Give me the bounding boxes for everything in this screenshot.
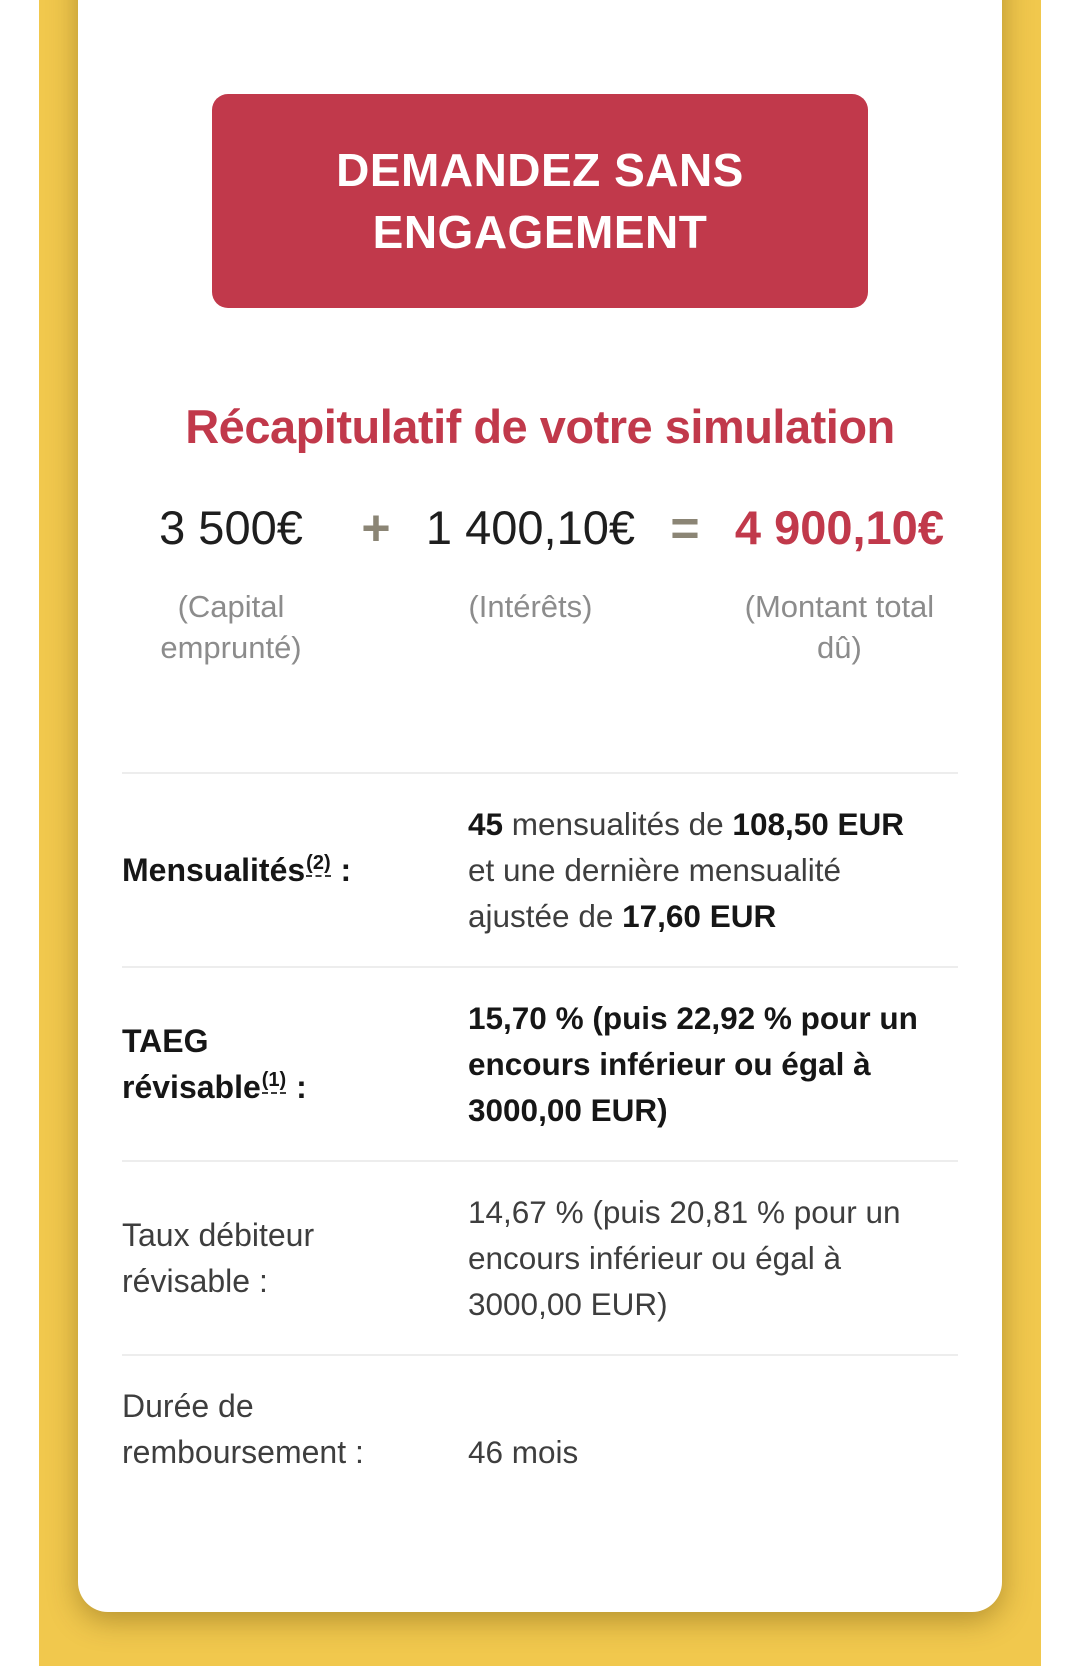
mensualites-value: 45 mensualités de 108,50 EUR et une dernière mensualité ajustée de 17,60 EUR: [468, 806, 905, 934]
plus-operator: +: [361, 500, 391, 556]
table-row-taeg: [122, 966, 958, 1160]
page-title: Récapitulatif de votre simulation: [185, 400, 895, 453]
interests-label: (Intérêts): [468, 589, 593, 624]
taux-debiteur-label: Taux débiteur révisable :: [122, 1217, 315, 1299]
equals-operator: =: [670, 500, 700, 556]
taeg-label-suffix: :: [287, 1069, 307, 1105]
table-row-mensualites: [122, 772, 958, 966]
mensualites-label: [122, 847, 434, 893]
interests-column: [426, 500, 635, 627]
footnote-link-1[interactable]: (1): [262, 1069, 286, 1094]
loan-equation: [122, 500, 958, 668]
capital-amount: 3 500€: [159, 501, 303, 554]
interests-amount: 1 400,10€: [425, 501, 635, 554]
total-label: (Montant total dû): [744, 589, 935, 665]
mensualites-label-text: Mensualités: [122, 852, 306, 888]
table-row-taux-debiteur: [122, 1160, 958, 1354]
simulation-card: [78, 0, 1002, 1612]
table-row-duree: [122, 1354, 958, 1502]
request-without-commitment-button[interactable]: DEMANDEZ SANS ENGAGEMENT: [212, 94, 868, 308]
duree-value: 46 mois: [468, 1434, 579, 1470]
duree-label: Durée de remboursement :: [122, 1388, 364, 1470]
taeg-label: [122, 1018, 367, 1110]
taux-debiteur-value: 14,67 % (puis 20,81 % pour un encours inférieur ou égal à 3000,00 EUR): [468, 1194, 901, 1322]
total-column: [735, 500, 944, 668]
capital-column: [136, 500, 326, 668]
taeg-label-text: TAEG révisable: [122, 1023, 261, 1105]
footnote-link-2[interactable]: (2): [306, 852, 330, 877]
taeg-value: 15,70 % (puis 22,92 % pour un encours inférieur ou égal à 3000,00 EUR): [468, 1000, 918, 1128]
total-amount: 4 900,10€: [734, 501, 944, 554]
mensualites-label-suffix: :: [331, 852, 352, 888]
capital-label: (Capital emprunté): [160, 589, 302, 665]
card-content: [78, 0, 1002, 1502]
simulation-table: [122, 772, 958, 1502]
